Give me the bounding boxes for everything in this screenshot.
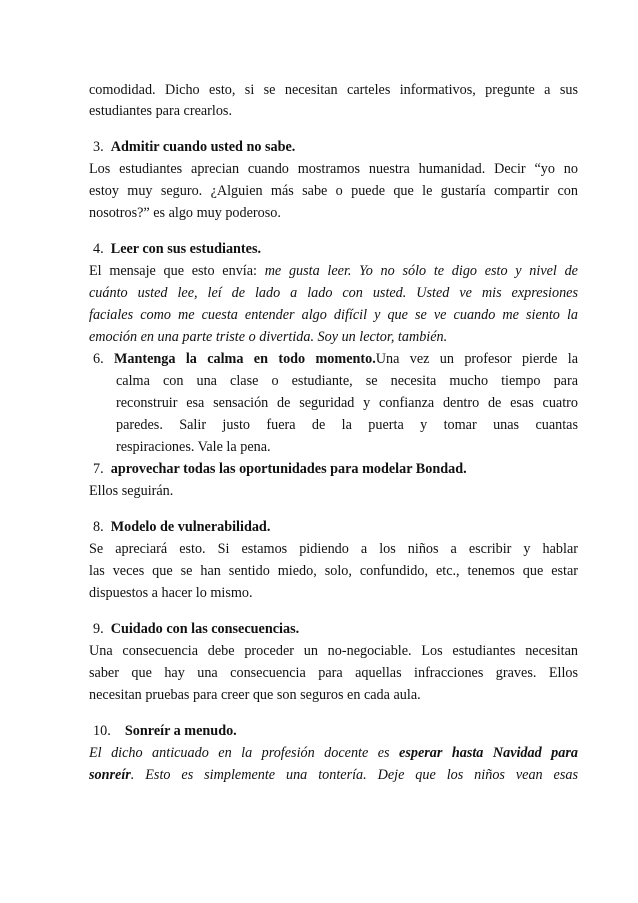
paragraph-line <box>89 261 578 281</box>
paragraph-line: calma con una clase o estudiante, se necesita mucho tiempo para <box>116 373 578 389</box>
item-number: 10. <box>93 723 111 739</box>
text-italic: me gusta leer. Yo no sólo te digo esto y nivel de <box>264 263 578 279</box>
paragraph-line: Los estudiantes aprecian cuando mostramos nuestra humanidad. Decir “yo no <box>89 161 578 177</box>
text-italic: El dicho anticuado en la profesión docente es <box>89 745 400 761</box>
text-plain: El mensaje que esto envía: <box>89 263 265 279</box>
paragraph-line <box>89 743 578 763</box>
section-heading-6 <box>93 349 578 369</box>
item-title: aprovechar todas las oportunidades para modelar Bondad. <box>110 461 467 477</box>
section-heading-10 <box>93 721 237 741</box>
text-bold-italic: sonreír <box>89 767 131 783</box>
paragraph-line: estoy muy seguro. ¿Alguien más sabe o puede que le gustaría compartir con <box>89 183 578 199</box>
item-number: 7. <box>93 461 104 477</box>
paragraph-line: necesitan pruebas para creer que son seguros en cada aula. <box>89 687 421 703</box>
item-title: Modelo de vulnerabilidad. <box>110 519 271 535</box>
paragraph-line: Se apreciará esto. Si estamos pidiendo a los niños a escribir y hablar <box>89 541 578 557</box>
item-title: Cuidado con las consecuencias. <box>110 621 300 637</box>
item-title: Mantenga la calma en todo momento. <box>114 351 376 367</box>
text-italic: cuánto usted lee, leí de lado a lado con usted. Usted ve mis expresiones <box>89 285 578 301</box>
item-title: Leer con sus estudiantes. <box>110 241 262 257</box>
paragraph-line: Ellos seguirán. <box>89 483 174 499</box>
paragraph-line: dispuestos a hacer lo mismo. <box>89 585 253 601</box>
paragraph-line: comodidad. Dicho esto, si se necesitan carteles informativos, pregunte a sus <box>89 82 578 98</box>
text-italic: emoción en una parte triste o divertida. Soy un lector, también. <box>89 329 448 345</box>
paragraph-line: nosotros?” es algo muy poderoso. <box>89 205 281 221</box>
paragraph-line: reconstruir esa sensación de seguridad y confianza dentro de esas cuatro <box>116 395 578 411</box>
paragraph-line: respiraciones. Vale la pena. <box>116 439 271 455</box>
section-heading-8 <box>93 517 270 537</box>
paragraph-line <box>89 327 578 347</box>
item-number: 8. <box>93 519 104 535</box>
item-number: 4. <box>93 241 104 257</box>
paragraph-line <box>89 305 578 325</box>
text-italic: . Esto es simplemente una tontería. Deje que los niños vean esas <box>130 767 578 783</box>
section-heading-4 <box>93 239 261 259</box>
text-plain: Una vez un profesor pierde la <box>375 351 579 367</box>
paragraph-line: estudiantes para crearlos. <box>89 103 232 119</box>
item-number: 6. <box>93 351 104 367</box>
section-heading-7 <box>93 459 467 479</box>
paragraph-line: Una consecuencia debe proceder un no-negociable. Los estudiantes necesitan <box>89 643 578 659</box>
text-italic: faciales como me cuesta entender algo difícil y que se ve cuando me siento la <box>89 307 578 323</box>
paragraph-line <box>89 765 578 785</box>
item-title: Admitir cuando usted no sabe. <box>110 139 296 155</box>
section-heading-3 <box>93 137 295 157</box>
paragraph-line: las veces que se han sentido miedo, solo, confundido, etc., tenemos que estar <box>89 563 578 579</box>
paragraph-line: saber que hay una consecuencia para aquellas infracciones graves. Ellos <box>89 665 578 681</box>
paragraph-line <box>89 283 578 303</box>
paragraph-line: paredes. Salir justo fuera de la puerta y tomar unas cuantas <box>116 417 578 433</box>
item-number: 3. <box>93 139 104 155</box>
item-title: Sonreír a menudo. <box>124 723 237 739</box>
item-number: 9. <box>93 621 104 637</box>
section-heading-9 <box>93 619 299 639</box>
text-bold-italic: esperar hasta Navidad para <box>399 745 578 761</box>
